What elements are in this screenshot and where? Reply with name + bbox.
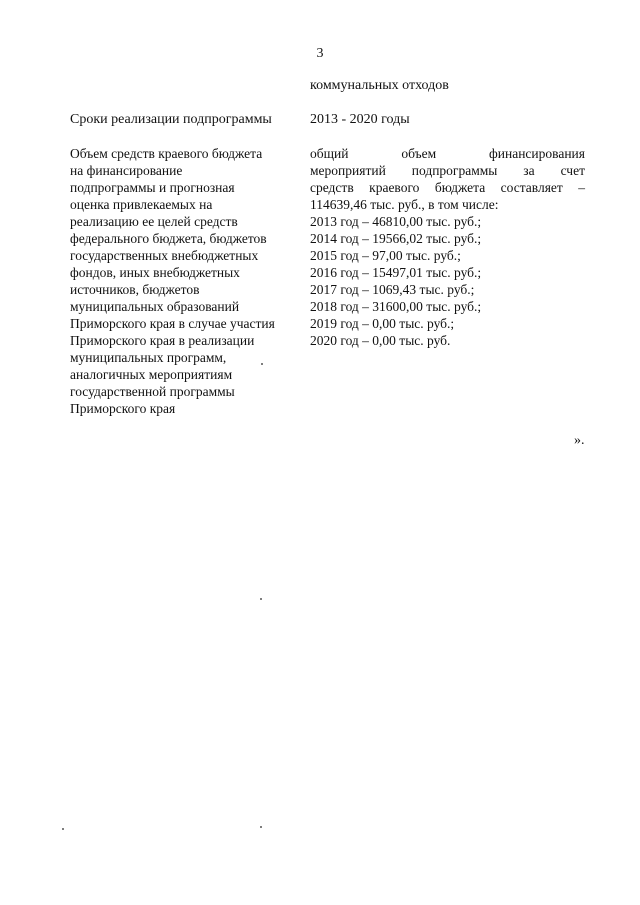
scan-speck (260, 598, 262, 600)
term-value: 2013 - 2020 годы (310, 112, 410, 127)
funding-year-line: 2017 год – 1069,43 тыс. руб.; (310, 282, 475, 297)
term-label: Сроки реализации подпрограммы (70, 112, 272, 127)
word: общий (310, 146, 349, 161)
funding-year-line: 2016 год – 15497,01 тыс. руб.; (310, 265, 482, 280)
funding-year-line: 2018 год – 31600,00 тыс. руб.; (310, 299, 482, 314)
scan-speck (62, 828, 64, 830)
word: – (578, 180, 585, 195)
continuation-text: коммунальных отходов (310, 78, 449, 93)
word: краевого (369, 180, 420, 195)
funding-label (70, 145, 295, 417)
word: подпрограммы (411, 163, 498, 178)
funding-intro-line-2 (310, 162, 585, 179)
scan-speck (260, 826, 262, 828)
funding-label-line: Приморского края в случае участия (70, 316, 275, 331)
funding-year-line: 2019 год – 0,00 тыс. руб.; (310, 316, 455, 331)
funding-label-line: федерального бюджета, бюджетов (70, 231, 267, 246)
funding-year-line: 2015 год – 97,00 тыс. руб.; (310, 248, 461, 263)
word: средств (310, 180, 354, 195)
word: финансирования (489, 146, 585, 161)
scan-speck (261, 363, 263, 365)
funding-year-line: 2014 год – 19566,02 тыс. руб.; (310, 231, 482, 246)
funding-label-line: муниципальных образований (70, 299, 240, 314)
funding-year-line: 2020 год – 0,00 тыс. руб. (310, 333, 451, 348)
word: объем (401, 146, 437, 161)
funding-label-line: государственных внебюджетных (70, 248, 259, 263)
funding-label-line: оценка привлекаемых на (70, 197, 213, 212)
funding-label-line: фондов, иных внебюджетных (70, 265, 240, 280)
funding-intro-line-3 (310, 179, 585, 196)
funding-label-line: государственной программы (70, 384, 235, 399)
word: бюджета (434, 180, 486, 195)
funding-label-line: реализацию ее целей средств (70, 214, 238, 229)
funding-label-line: подпрограммы и прогнозная (70, 180, 235, 195)
funding-year-line: 2013 год – 46810,00 тыс. руб.; (310, 214, 482, 229)
funding-value (310, 145, 585, 349)
funding-label-line: Приморского края в реализации (70, 333, 255, 348)
word: составляет (500, 180, 563, 195)
word: счет (560, 163, 585, 178)
funding-label-line: муниципальных программ, (70, 350, 227, 365)
funding-label-line: Объем средств краевого бюджета (70, 146, 263, 161)
page-number: 3 (316, 46, 324, 61)
funding-label-line: аналогичных мероприятиям (70, 367, 233, 382)
funding-total-line: 114639,46 тыс. руб., в том числе: (310, 197, 499, 212)
funding-label-line: источников, бюджетов (70, 282, 200, 297)
word: за (523, 163, 535, 178)
funding-label-line: на финансирование (70, 163, 183, 178)
funding-intro-line-1 (310, 145, 585, 162)
closing-quote-mark: ». (574, 433, 585, 448)
word: мероприятий (310, 163, 386, 178)
funding-label-line: Приморского края (70, 401, 176, 416)
